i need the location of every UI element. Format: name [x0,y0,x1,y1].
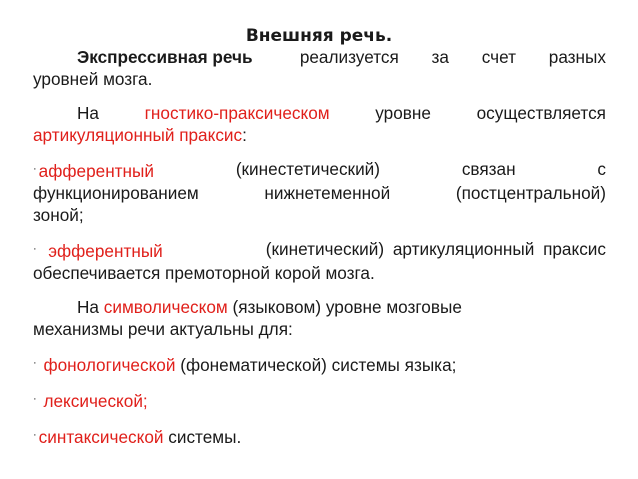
text-segment: (языковом) уровне мозговые [232,297,462,317]
text-segment: механизмы речи актуальны для: [33,319,293,339]
bullet-icon: · [33,357,37,369]
term-symbolic: символическом [103,297,228,317]
line-start [33,158,154,182]
paragraph-line [33,46,606,68]
word: На [77,297,99,317]
text-segment: системы. [168,427,242,447]
bullet-icon: · [33,163,37,175]
term-gnostic-praxic: гностико-праксическом [144,103,330,123]
word: связан [461,159,516,179]
punctuation: : [242,125,247,145]
term-efferent: эфферентный [48,241,163,261]
bullet-icon: · [33,429,37,441]
paragraph-line [33,182,606,204]
text-segment: обеспечивается премоторной корой мозга. [33,263,375,283]
term-lexical: лексической; [43,391,148,411]
bullet-icon: · [33,243,37,255]
text-segment: уровней мозга. [33,69,153,89]
word: На [77,103,99,123]
text-segment: (фонематической) системы языка; [180,355,457,375]
line-start [33,102,99,124]
term-expressive-speech: Экспрессивная речь [77,47,253,67]
text-segment: (кинетический) артикуляционный праксис [265,239,606,259]
paragraph-line [33,124,606,146]
text-segment: реализуется за счет разных [299,47,606,67]
word: (кинестетический) [235,159,380,179]
word: осуществляется [476,103,606,123]
bullet-lexical [33,388,606,412]
word: функционированием [33,183,199,203]
paragraph-line [33,238,606,262]
bullet-phonological [33,352,606,376]
term-phonological: фонологической [43,355,176,375]
paragraph-line [33,158,606,182]
text-segment: зоной; [33,205,84,225]
line-start [33,238,163,262]
paragraph-symbolic-level [33,296,606,340]
term-articulation-praxis: артикуляционный праксис [33,125,243,145]
word: уровне [375,103,431,123]
bullet-syntactic [33,424,606,448]
bullet-icon: · [33,393,37,405]
word: нижнетеменной [264,183,391,203]
paragraph-gnostic-level [33,102,606,146]
paragraph-line [33,296,606,318]
slide-body [33,46,606,460]
word: с [597,159,606,179]
line-start [33,46,253,68]
bullet-afferent [33,158,606,226]
paragraph-expressive-speech [33,46,606,90]
page-title: Внешняя речь. [245,26,393,46]
term-syntactic: синтаксической [38,427,164,447]
paragraph-line [33,102,606,124]
term-afferent: афферентный [38,161,154,181]
bullet-efferent [33,238,606,284]
word: (постцентральной) [455,183,606,203]
